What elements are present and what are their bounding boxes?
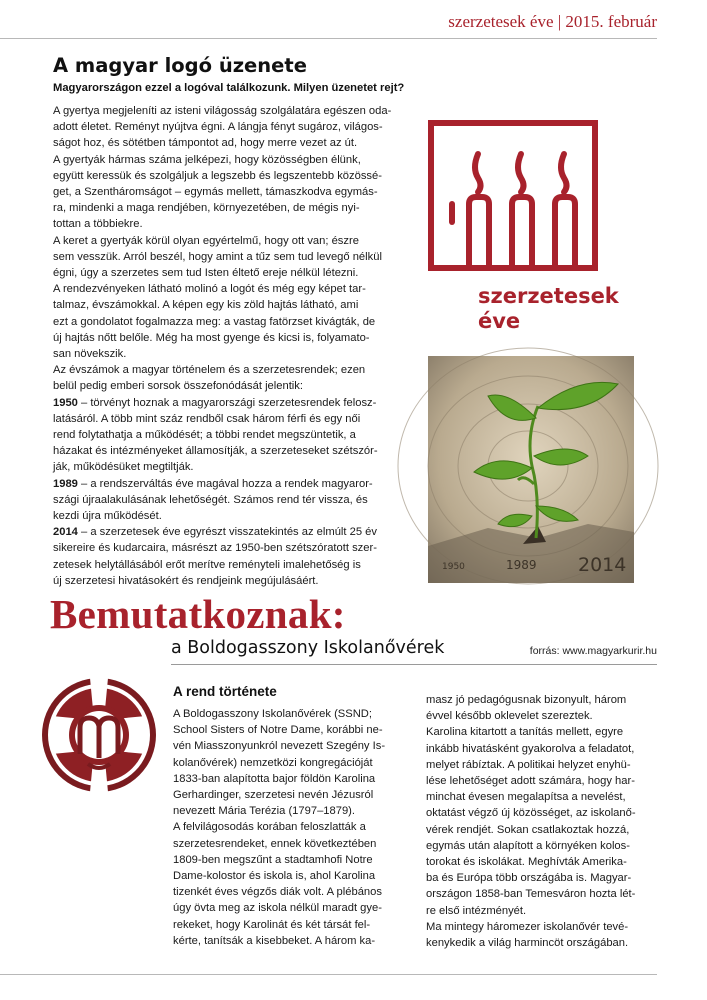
year-text: – a rendszerváltás éve magával hozza a rendek magyaror- [77, 477, 373, 490]
body-line: rekeket, hogy Karolinát és két társát fel- [173, 918, 371, 931]
sprout-image [428, 356, 634, 583]
body-line: san növekszik. [53, 348, 127, 361]
body-line: ra, mindenki a maga rendjében, környezetében, de mégis nyi- [53, 202, 360, 215]
body-line: ják, működésüket megtiltják. [53, 461, 194, 474]
body-line: inkább hivatásként gyakorolva a feladatot, [426, 742, 635, 755]
body-line: Az évszámok a magyar történelem és a szerzetesrendek; ezen [53, 364, 366, 377]
header-text: szerzetesek éve | 2015. február [448, 12, 657, 31]
body-line: tottan a többiekre. [53, 218, 143, 231]
body-line: kezdi újra működését. [53, 510, 162, 523]
body-paragraphs [53, 103, 398, 395]
photo-year-1989: 1989 [506, 558, 537, 572]
body-line: új szerzetesi hivatásokért és rendjeink megújulásáért. [53, 574, 319, 587]
body-line: együtt keressük és szolgáljuk a legszebb és legszentebb közössé- [53, 169, 382, 182]
candles-logo-icon [428, 120, 619, 333]
body-line: belül pedig emberi sorsok összefonódását jelentik: [53, 380, 303, 393]
photo-year-1950: 1950 [442, 562, 465, 572]
source-credit: forrás: www.magyarkurir.hu [529, 645, 657, 657]
body-line: ba és Európa több országába is. Magyar- [426, 872, 632, 885]
year-1950-entry [53, 395, 398, 476]
body-line: egymás után alapított a környéken kolos- [426, 839, 630, 852]
year-label: 1989 [53, 477, 78, 490]
logo-text-line1: szerzetesek [478, 284, 619, 308]
sprout-photo [428, 356, 634, 583]
szerzetesek-eve-logo [428, 120, 619, 333]
body-line: A felvilágosodás korában feloszlatták a [173, 821, 366, 834]
year-text: – a szerzetesek éve egyrészt visszatekintés az elmúlt 25 év [77, 526, 377, 539]
section-subtitle: a Boldogasszony Iskolanővérek [171, 638, 445, 658]
body-line: évvel később oklevelet szereztek. [426, 710, 593, 723]
article2-right-column [426, 692, 658, 951]
body-line: szerzetesrendeket, ennek következtében [173, 837, 377, 850]
body-line: égni, úgy a szerzetes sem tud Isten éltető ereje nélkül létezni. [53, 267, 359, 280]
body-line: re első intézményét. [426, 904, 527, 917]
body-line: rend folytathatja a működését; a többi rendet megszüntetik, a [53, 429, 356, 442]
body-line: országon 1858-ban Temesváron hozta lét- [426, 888, 636, 901]
body-line: A gyertyák hármas száma jelképezi, hogy közösségben élünk, [53, 153, 361, 166]
photo-year-2014: 2014 [578, 554, 627, 576]
body-line: School Sisters of Notre Dame, korábbi ne- [173, 724, 383, 737]
body-line: masz jó pedagógusnak bizonyult, három [426, 694, 627, 706]
body-line: 1833-ban alapította bajor földön Karolina [173, 772, 376, 785]
body-line: tizenkét éves végzős diák volt. A plébános [173, 886, 382, 899]
body-line: A gyertya megjeleníti az isteni világosság szolgálatára egészen oda- [53, 105, 392, 117]
article-lede: Magyarországon ezzel a logóval találkozunk. Milyen üzenetet rejt? [53, 82, 405, 94]
year-1989-entry [53, 476, 398, 525]
body-line: A keret a gyertyák körül olyan egyértelmű, hogy ott van; észre [53, 234, 359, 247]
body-line: Gerhardinger, szerzetesi nevén Jézusról [173, 789, 374, 802]
article2-left-column [173, 706, 405, 949]
body-line: sikereire és kudarcaira, másrészt az 1950-ben szétszóratott szer- [53, 542, 377, 555]
body-line: adott életet. Reményt nyújtva égni. A lángja fényt sugároz, világos- [53, 121, 383, 134]
body-line: Dame-kolostor és iskola is, ahol Karolina [173, 870, 376, 883]
body-line: ságot hoz, és sötétben támpontot ad, hogy merre vezet az út. [53, 137, 358, 150]
header-rule [0, 38, 657, 39]
article-title: A magyar logó üzenete [53, 54, 307, 77]
body-line: A Boldogasszony Iskolanővérek (SSND; [173, 708, 372, 720]
body-line: sem vesszük. Arról beszél, hogy amint a tűz sem tud levegő nélkül [53, 250, 382, 263]
body-line: zetesek helytállásából erőt merítve reményteli imalehetőség is [53, 558, 361, 571]
body-line: melyet rábíztak. A politikai helyzet enyhü- [426, 758, 631, 771]
body-line: lése lehetőséget adott számára, hogy har- [426, 775, 635, 788]
body-line: úgy övta meg az iskola nélkül maradt gye- [173, 902, 382, 915]
body-line: vén Miasszonyunkról nevezett Szegény Is- [173, 740, 386, 753]
body-line: minchat évesen megalapítsa a nevelést, [426, 791, 626, 804]
body-line: Karolina kitartott a tanítás mellett, egyre [426, 726, 624, 739]
body-line: szági újraalakulásának lehetőségét. Számos rend tér vissza, és [53, 493, 368, 506]
year-2014-entry [53, 524, 398, 589]
body-line: kolanővérek) nemzetközi kongregációját [173, 756, 373, 769]
body-line: kérte, tanítsák a kisebbeket. A három ka- [173, 934, 376, 947]
body-line: get, a Szentháromságot – egymás mellett, támaszkodva egymás- [53, 186, 378, 199]
body-line: A rendezvényeken látható molinó a logót és még egy képet tar- [53, 283, 366, 296]
year-label: 1950 [53, 396, 78, 409]
ssnd-emblem [40, 676, 158, 794]
body-line: vérek rendjét. Sokan csatlakoztak hozzá, [426, 823, 630, 836]
body-line: latásáról. A több mint száz rendből csak három férfi és egy női [53, 412, 361, 425]
year-text: – törvényt hoznak a magyarországi szerzetesrendek felosz- [77, 396, 377, 409]
body-line: kenykedik a világ harmincöt országában. [426, 937, 629, 950]
body-line: Ma mintegy háromezer iskolanővér tevé- [426, 920, 629, 933]
body-line: új hajtás nőtt belőle. Még ha most gyenge és kicsi is, folyamato- [53, 331, 370, 344]
ssnd-cross-icon [40, 676, 158, 794]
body-line: talmaz, évszámokkal. A képen egy kis zöld hajtás látható, ami [53, 299, 359, 312]
footer-rule [0, 974, 657, 975]
article2-heading: A rend története [173, 684, 277, 699]
year-label: 2014 [53, 526, 78, 539]
body-line: ezt a gondolatot fogalmazza meg: a vastag fatörzset kivágták, de [53, 315, 376, 328]
body-line: oktatást végző új közösséget, az iskolanő- [426, 807, 636, 820]
subtitle-rule [171, 664, 657, 665]
body-line: házakat és intézményeket államosítják, a szerzeteseket szétszór- [53, 445, 378, 458]
body-line: 1809-ben megszűnt a stadtamhofi Notre [173, 853, 373, 866]
section-title: Bemutatkoznak: [50, 591, 346, 637]
body-line: nevezett Mária Terézia (1797–1879). [173, 805, 356, 818]
body-line: torokat és iskolákat. Meghívták Amerika- [426, 856, 627, 869]
article-body [53, 103, 398, 589]
logo-text-line2: éve [478, 309, 521, 333]
